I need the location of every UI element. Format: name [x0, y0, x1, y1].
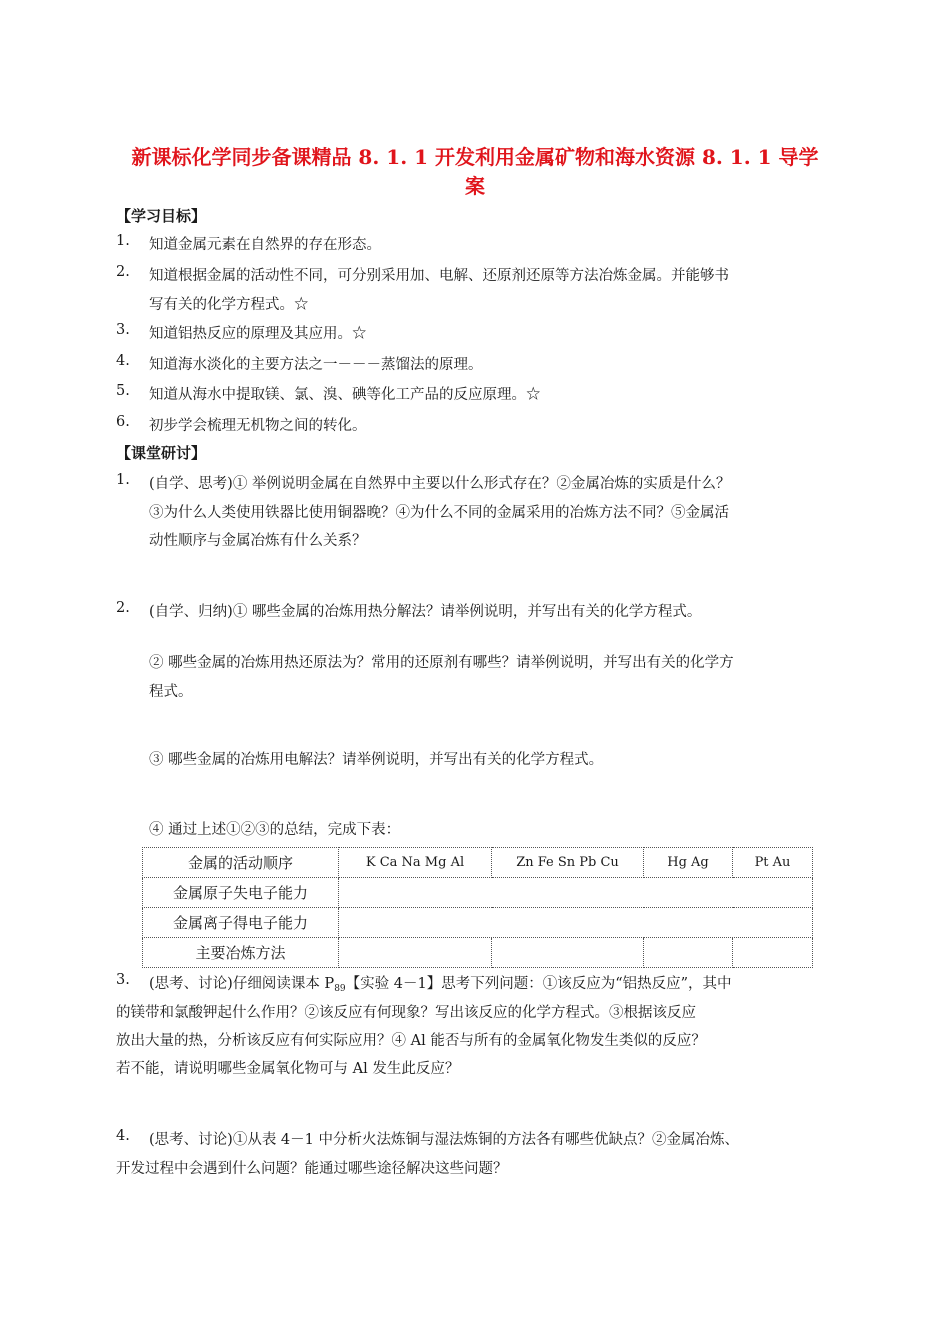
question-text: 若不能，请说明哪些金属氧化物可与 Al 发生此反应？ — [116, 1061, 460, 1077]
discussion-heading: 【课堂研讨】 — [116, 444, 207, 462]
question-text: 开发过程中会遇到什么问题？能通过哪些途径解决这些问题？ — [116, 1161, 508, 1177]
question-text-part: (思考、讨论)仔细阅读课本 P — [149, 976, 335, 992]
answer-cell — [492, 938, 644, 968]
answer-cell — [339, 908, 813, 938]
row-header: 主要冶炼方法 — [143, 938, 339, 968]
objective-num: 5. — [116, 383, 130, 399]
question-text: (自学、思考)① 举例说明金属在自然界中主要以什么形式存在？②金属冶炼的实质是什么？ — [149, 476, 731, 492]
objective-text: 知道铝热反应的原理及其应用。☆ — [149, 326, 367, 342]
table-row — [143, 908, 813, 938]
question-text-part: 【实验 4－1】思考下列问题：①该反应为“铝热反应”，其中 — [345, 976, 732, 992]
metal-group-cell: Pt Au — [733, 848, 813, 878]
answer-cell — [339, 938, 492, 968]
question-text: 动性顺序与金属冶炼有什么关系？ — [149, 533, 367, 549]
question-text: 放出大量的热，分析该反应有何实际应用？④ Al 能否与所有的金属氧化物发生类似的反应？ — [116, 1033, 706, 1049]
objective-num: 1. — [116, 233, 130, 249]
question-text: (思考、讨论)①从表 4－1 中分析火法炼铜与湿法炼铜的方法各有哪些优缺点？②金属冶炼、 — [149, 1132, 739, 1148]
row-header: 金属原子失电子能力 — [143, 878, 339, 908]
answer-cell — [339, 878, 813, 908]
title-line-1: 新课标化学同步备课精品 8. 1. 1 开发利用金属矿物和海水资源 8. 1. 1 导学 — [131, 145, 819, 169]
question-num: 1. — [116, 472, 130, 488]
metal-activity-table — [142, 847, 813, 968]
objective-text: 写有关的化学方程式。☆ — [149, 297, 309, 313]
title-line-2: 案 — [465, 174, 485, 198]
answer-cell — [644, 938, 733, 968]
question-text: 的镁带和氯酸钾起什么作用？②该反应有何现象？写出该反应的化学方程式。③根据该反应 — [116, 1005, 696, 1021]
metal-group-cell: Zn Fe Sn Pb Cu — [492, 848, 644, 878]
question-text: 程式。 — [149, 684, 193, 700]
question-text: ③为什么人类使用铁器比使用铜器晚？④为什么不同的金属采用的冶炼方法不同？⑤金属活 — [149, 505, 729, 521]
question-text: (自学、归纳)① 哪些金属的冶炼用热分解法？请举例说明，并写出有关的化学方程式。 — [149, 604, 702, 620]
table-row — [143, 848, 813, 878]
objective-text: 初步学会梳理无机物之间的转化。 — [149, 418, 367, 434]
metal-group-cell: K Ca Na Mg Al — [339, 848, 492, 878]
answer-cell — [733, 938, 813, 968]
page-subscript: 89 — [334, 984, 346, 994]
row-header: 金属离子得电子能力 — [143, 908, 339, 938]
question-text — [149, 972, 732, 993]
question-text: ④ 通过上述①②③的总结，完成下表： — [149, 822, 401, 838]
objective-text: 知道根据金属的活动性不同，可分别采用加、电解、还原剂还原等方法冶炼金属。并能够书 — [149, 268, 729, 284]
question-num: 4. — [116, 1128, 130, 1144]
question-num: 3. — [116, 972, 130, 988]
objective-text: 知道金属元素在自然界的存在形态。 — [149, 237, 381, 253]
metal-group-cell: Hg Ag — [644, 848, 733, 878]
objective-num: 4. — [116, 353, 130, 369]
objective-num: 3. — [116, 322, 130, 338]
table-row — [143, 878, 813, 908]
objective-num: 2. — [116, 264, 130, 280]
question-text: ② 哪些金属的冶炼用热还原法为？常用的还原剂有哪些？请举例说明，并写出有关的化学方 — [149, 655, 734, 671]
question-num: 2. — [116, 600, 130, 616]
objective-text: 知道海水淡化的主要方法之一－－－蒸馏法的原理。 — [149, 357, 483, 373]
objective-num: 6. — [116, 414, 130, 430]
question-text: ③ 哪些金属的冶炼用电解法？请举例说明，并写出有关的化学方程式。 — [149, 752, 604, 768]
objective-text: 知道从海水中提取镁、氯、溴、碘等化工产品的反应原理。☆ — [149, 387, 541, 403]
objectives-heading: 【学习目标】 — [116, 207, 207, 225]
row-header: 金属的活动顺序 — [143, 848, 339, 878]
table-row — [143, 938, 813, 968]
